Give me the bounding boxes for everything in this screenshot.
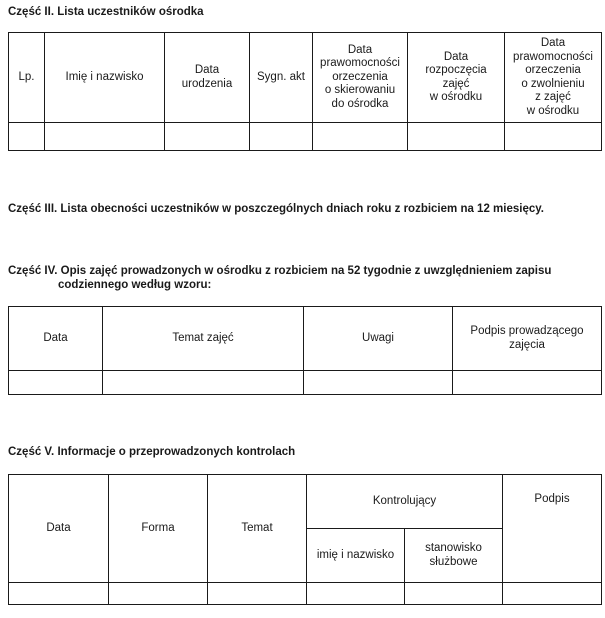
empty-cell[interactable]	[208, 583, 307, 605]
col-lp: Lp.	[9, 33, 45, 123]
inspections-table	[8, 474, 602, 605]
empty-cell[interactable]	[9, 371, 103, 395]
col-podpis: Podpis	[503, 475, 602, 583]
col-data: Data	[9, 475, 109, 583]
empty-cell[interactable]	[9, 583, 109, 605]
table-row	[9, 583, 602, 605]
col-temat-zajec: Temat zajęć	[103, 307, 304, 371]
empty-cell[interactable]	[313, 123, 408, 151]
table-row	[9, 123, 602, 151]
col-imie-nazwisko: imię i nazwisko	[307, 529, 405, 583]
empty-cell[interactable]	[408, 123, 505, 151]
table-row	[9, 371, 602, 395]
col-data-urodzenia: Data urodzenia	[165, 33, 250, 123]
classes-table	[8, 306, 602, 395]
col-uwagi: Uwagi	[304, 307, 453, 371]
empty-cell[interactable]	[9, 123, 45, 151]
empty-cell[interactable]	[405, 583, 503, 605]
participants-table	[8, 32, 602, 151]
part2-heading: Część II. Lista uczestników ośrodka	[8, 6, 204, 18]
col-kontrolujacy: Kontrolujący	[307, 475, 503, 529]
empty-cell[interactable]	[103, 371, 304, 395]
empty-cell[interactable]	[304, 371, 453, 395]
col-forma: Forma	[109, 475, 208, 583]
inspections-header-row	[9, 475, 602, 529]
empty-cell[interactable]	[505, 123, 602, 151]
col-podpis-prowadzacego: Podpis prowadzącego zajęcia	[453, 307, 602, 371]
part3-heading: Część III. Lista obecności uczestników w poszczególnych dniach roku z rozbiciem na 12 miesięcy.	[8, 203, 544, 215]
col-data-zwolnienia: Data prawomocności orzeczenia o zwolnieniu z zajęć w ośrodku	[505, 33, 602, 123]
part5-heading: Część V. Informacje o przeprowadzonych kontrolach	[8, 446, 296, 458]
col-imie-nazwisko: Imię i nazwisko	[45, 33, 165, 123]
empty-cell[interactable]	[250, 123, 313, 151]
col-data-rozpoczecia: Data rozpoczęcia zajęć w ośrodku	[408, 33, 505, 123]
part4-heading: Część IV. Opis zajęć prowadzonych w ośrodku z rozbiciem na 52 tygodnie z uwzględnieniem zapisu	[8, 265, 552, 277]
empty-cell[interactable]	[453, 371, 602, 395]
col-temat: Temat	[208, 475, 307, 583]
empty-cell[interactable]	[45, 123, 165, 151]
empty-cell[interactable]	[503, 583, 602, 605]
col-sygn-akt: Sygn. akt	[250, 33, 313, 123]
empty-cell[interactable]	[109, 583, 208, 605]
col-data-skierowania: Data prawomocności orzeczenia o skierowaniu do ośrodka	[313, 33, 408, 123]
part4-heading-continued: codziennego według wzoru:	[58, 279, 212, 291]
col-stanowisko: stanowisko służbowe	[405, 529, 503, 583]
col-data: Data	[9, 307, 103, 371]
empty-cell[interactable]	[165, 123, 250, 151]
participants-header-row	[9, 33, 602, 123]
classes-header-row	[9, 307, 602, 371]
empty-cell[interactable]	[307, 583, 405, 605]
